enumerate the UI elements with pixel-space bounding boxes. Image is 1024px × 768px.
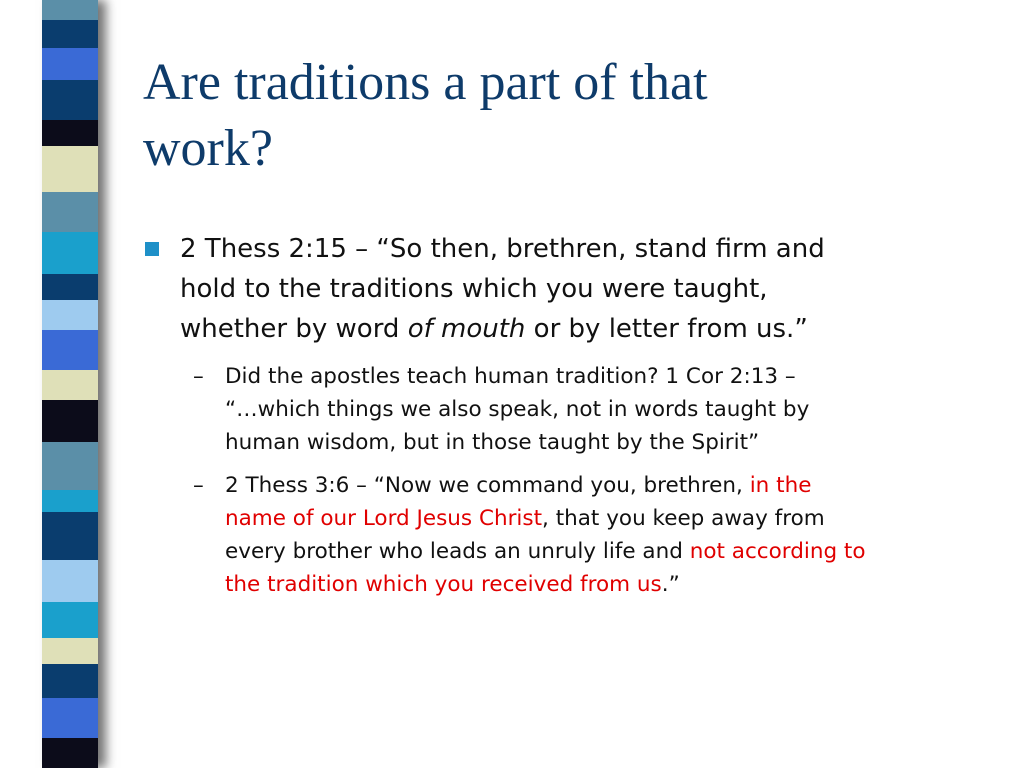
stripe-band xyxy=(42,120,98,146)
dash-marker: – xyxy=(193,473,204,498)
stripe-band xyxy=(42,300,98,330)
stripe-band xyxy=(42,602,98,638)
italic-text: of mouth xyxy=(407,314,526,344)
stripe-band xyxy=(42,80,98,120)
sub-bullet-line xyxy=(225,502,995,535)
bullet-text: or by letter from us.” xyxy=(525,314,808,344)
square-bullet-icon xyxy=(145,242,159,256)
stripe-band xyxy=(42,370,98,400)
stripe-band xyxy=(42,48,98,80)
dash-marker: – xyxy=(193,364,204,389)
emphasis-text: the tradition which you received from us xyxy=(225,572,662,597)
stripe-band xyxy=(42,0,98,20)
sub-bullet-text: .” xyxy=(661,572,680,597)
sub-bullet-1 xyxy=(225,360,995,459)
decorative-stripe xyxy=(42,0,98,768)
stripe-band xyxy=(42,20,98,48)
emphasis-text: not according to xyxy=(689,539,866,564)
stripe-band xyxy=(42,274,98,300)
bullet-line: 2 Thess 2:15 – “So then, brethren, stand firm and xyxy=(180,234,825,264)
slide-title xyxy=(143,50,983,182)
stripe-band xyxy=(42,490,98,512)
bullet-text: whether by word xyxy=(180,314,408,344)
emphasis-text: in the xyxy=(749,473,812,498)
emphasis-text: name of our Lord Jesus Christ xyxy=(225,506,543,531)
stripe-band xyxy=(42,330,98,370)
stripe-band xyxy=(42,560,98,602)
sub-bullet-line: human wisdom, but in those taught by the Spirit” xyxy=(225,430,760,455)
stripe-band xyxy=(42,512,98,560)
sub-bullet-text: 2 Thess 3:6 – “Now we command you, brethren, xyxy=(225,473,750,498)
bullet-line: hold to the traditions which you were taught, xyxy=(180,274,768,304)
stripe-band xyxy=(42,664,98,698)
stripe-band xyxy=(42,146,98,192)
sub-bullet-2 xyxy=(225,469,995,601)
title-line: Are traditions a part of that xyxy=(143,54,708,111)
sub-bullet-line: Did the apostles teach human tradition? 1 Cor 2:13 – xyxy=(225,364,796,389)
stripe-band xyxy=(42,232,98,274)
sub-bullet-text: , that you keep away from xyxy=(542,506,825,531)
main-bullet xyxy=(180,229,980,349)
stripe-band xyxy=(42,400,98,442)
bullet-line xyxy=(180,309,980,349)
stripe-band xyxy=(42,442,98,490)
stripe-band xyxy=(42,638,98,664)
stripe-band xyxy=(42,698,98,738)
stripe-band xyxy=(42,192,98,232)
sub-bullet-line xyxy=(225,535,995,568)
sub-bullet-text: every brother who leads an unruly life and xyxy=(225,539,690,564)
stripe-band xyxy=(42,738,98,768)
title-line: work? xyxy=(143,120,273,177)
sub-bullet-line xyxy=(225,469,995,502)
sub-bullet-line xyxy=(225,568,995,601)
sub-bullet-line: “…which things we also speak, not in words taught by xyxy=(225,397,810,422)
